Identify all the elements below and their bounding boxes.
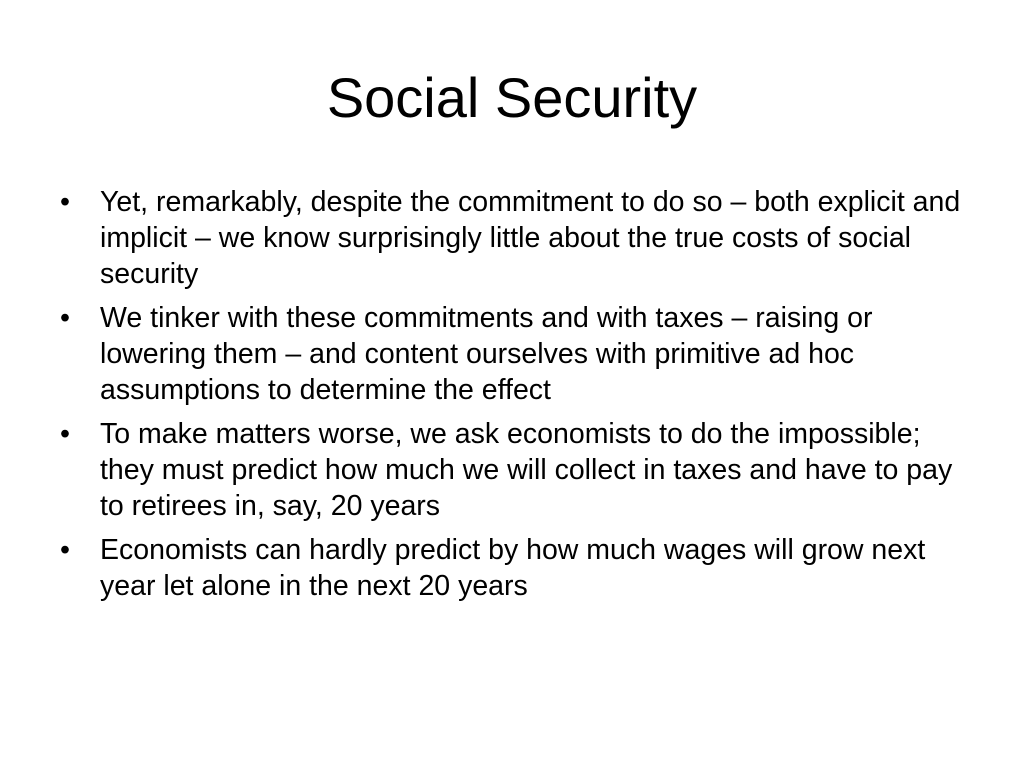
bullet-item: [56, 184, 976, 292]
slide-title: Social Security: [326, 66, 698, 129]
bullet-dot-icon: •: [60, 418, 70, 450]
bullet-dot-icon: •: [60, 534, 70, 566]
bullet-text: To make matters worse, we ask economists to do the impossible; they must predict how much we will collect in taxes and have to pay to retirees in, say, 20 years: [100, 418, 953, 522]
bullet-item: [56, 532, 976, 604]
bullet-text: We tinker with these commitments and with taxes – raising or lowering them – and content ourselves with primitive ad hoc assumptions to determine the effect: [100, 302, 873, 406]
bullet-text: Yet, remarkably, despite the commitment to do so – both explicit and implicit – we know surprisingly little about the true costs of social security: [100, 186, 961, 290]
bullet-dot-icon: •: [60, 302, 70, 334]
bullet-text: Economists can hardly predict by how much wages will grow next year let alone in the next 20 years: [100, 534, 926, 602]
bullet-list: [56, 184, 976, 612]
bullet-item: [56, 300, 976, 408]
bullet-dot-icon: •: [60, 186, 70, 218]
bullet-item: [56, 416, 976, 524]
